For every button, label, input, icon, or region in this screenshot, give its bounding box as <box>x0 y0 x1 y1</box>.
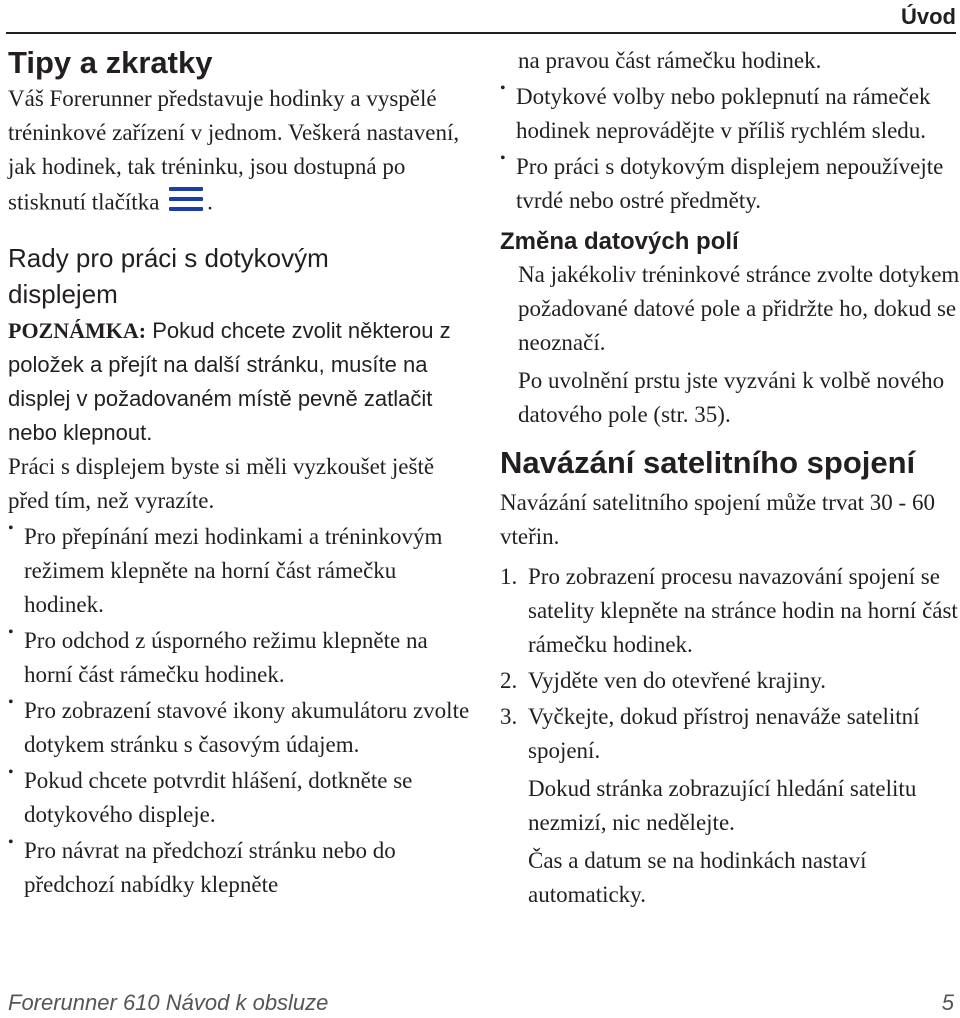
menu-icon <box>167 184 205 224</box>
data-fields-p2: Po uvolnění prstu jste vyzváni k volbě nového datového pole (str. 35). <box>518 368 945 427</box>
step3-p1: Dokud stránka zobrazující hledání satelitu nezmizí, nic nedělejte. <box>528 776 917 835</box>
tips-title: Tipy a zkratky <box>8 45 213 80</box>
header-rule <box>6 32 956 34</box>
satellite-intro: Navázání satelitního spojení může trvat 30 - 60 vteřin. <box>500 490 935 549</box>
list-item: • Pro zobrazení stavové ikony akumulátoru zvolte dotykem stránku s časovým údajem. <box>8 694 470 757</box>
page-number: 5 <box>941 990 954 1015</box>
footer-manual-title: Forerunner 610 Návod k obsluze <box>8 990 329 1015</box>
left-column <box>8 44 478 902</box>
list-item: • Dotykové volby nebo poklepnutí na rámeček hodinek neprovádějte v příliš rychlém sledu. <box>500 80 931 143</box>
list-item: • Pro odchod z úsporného režimu klepněte na horní část rámečku hodinek. <box>8 624 428 687</box>
step3-p2: Čas a datum se na hodinkách nastaví automaticky. <box>528 848 867 907</box>
right-column <box>500 44 960 912</box>
touch-title-1: Rady pro práci s dotykovým <box>8 243 329 273</box>
list-item: • Pro návrat na předchozí stránku nebo do předchozí nabídky klepněte <box>8 834 396 897</box>
intro-text: Váš Forerunner představuje hodinky a vyspělé tréninkové zařízení v jednom. Veškerá nastavení, jak hodinek, tak tréninku, jsou dostupná po stisknutí tlačítka <box>8 86 460 215</box>
touch-title-2: displejem <box>8 279 118 309</box>
intro-paragraph <box>8 82 478 224</box>
list-item: • Pokud chcete potvrdit hlášení, dotkněte se dotykového displeje. <box>8 764 413 827</box>
practice-paragraph: Práci s displejem byste si měli vyzkoušet ještě před tím, než vyrazíte. <box>8 454 435 513</box>
list-item: • Pro přepínání mezi hodinkami a tréninkovým režimem klepněte na horní část rámečku hodinek. <box>8 520 443 617</box>
note-label: POZNÁMKA: <box>8 318 147 343</box>
satellite-title: Navázání satelitního spojení <box>500 445 916 480</box>
continued-text: na pravou část rámečku hodinek. <box>518 48 822 73</box>
note-text: Pokud chcete zvolit některou z položek a přejít na další stránku, musíte na displej v požadovaném místě pevně zatlačit nebo klepnout. <box>8 318 451 445</box>
step-item: 3. Vyčkejte, dokud přístroj nenaváže satelitní spojení. <box>500 704 920 763</box>
data-fields-p1: Na jakékoliv tréninkové stránce zvolte dotykem požadované datové pole a přidržte ho, dokud se neoznačí. <box>518 262 960 355</box>
intro-end: . <box>207 189 213 215</box>
step-item: 1. Pro zobrazení procesu navazování spojení se satelity klepněte na stránce hodin na horní část rámečku hodinek. <box>500 564 958 657</box>
data-fields-title: Změna datových polí <box>500 228 739 255</box>
section-header: Úvod <box>901 4 956 29</box>
list-item: • Pro práci s dotykovým displejem nepoužívejte tvrdé nebo ostré předměty. <box>500 150 944 213</box>
step-item: 2. Vyjděte ven do otevřené krajiny. <box>500 668 827 693</box>
note-paragraph <box>8 314 478 450</box>
